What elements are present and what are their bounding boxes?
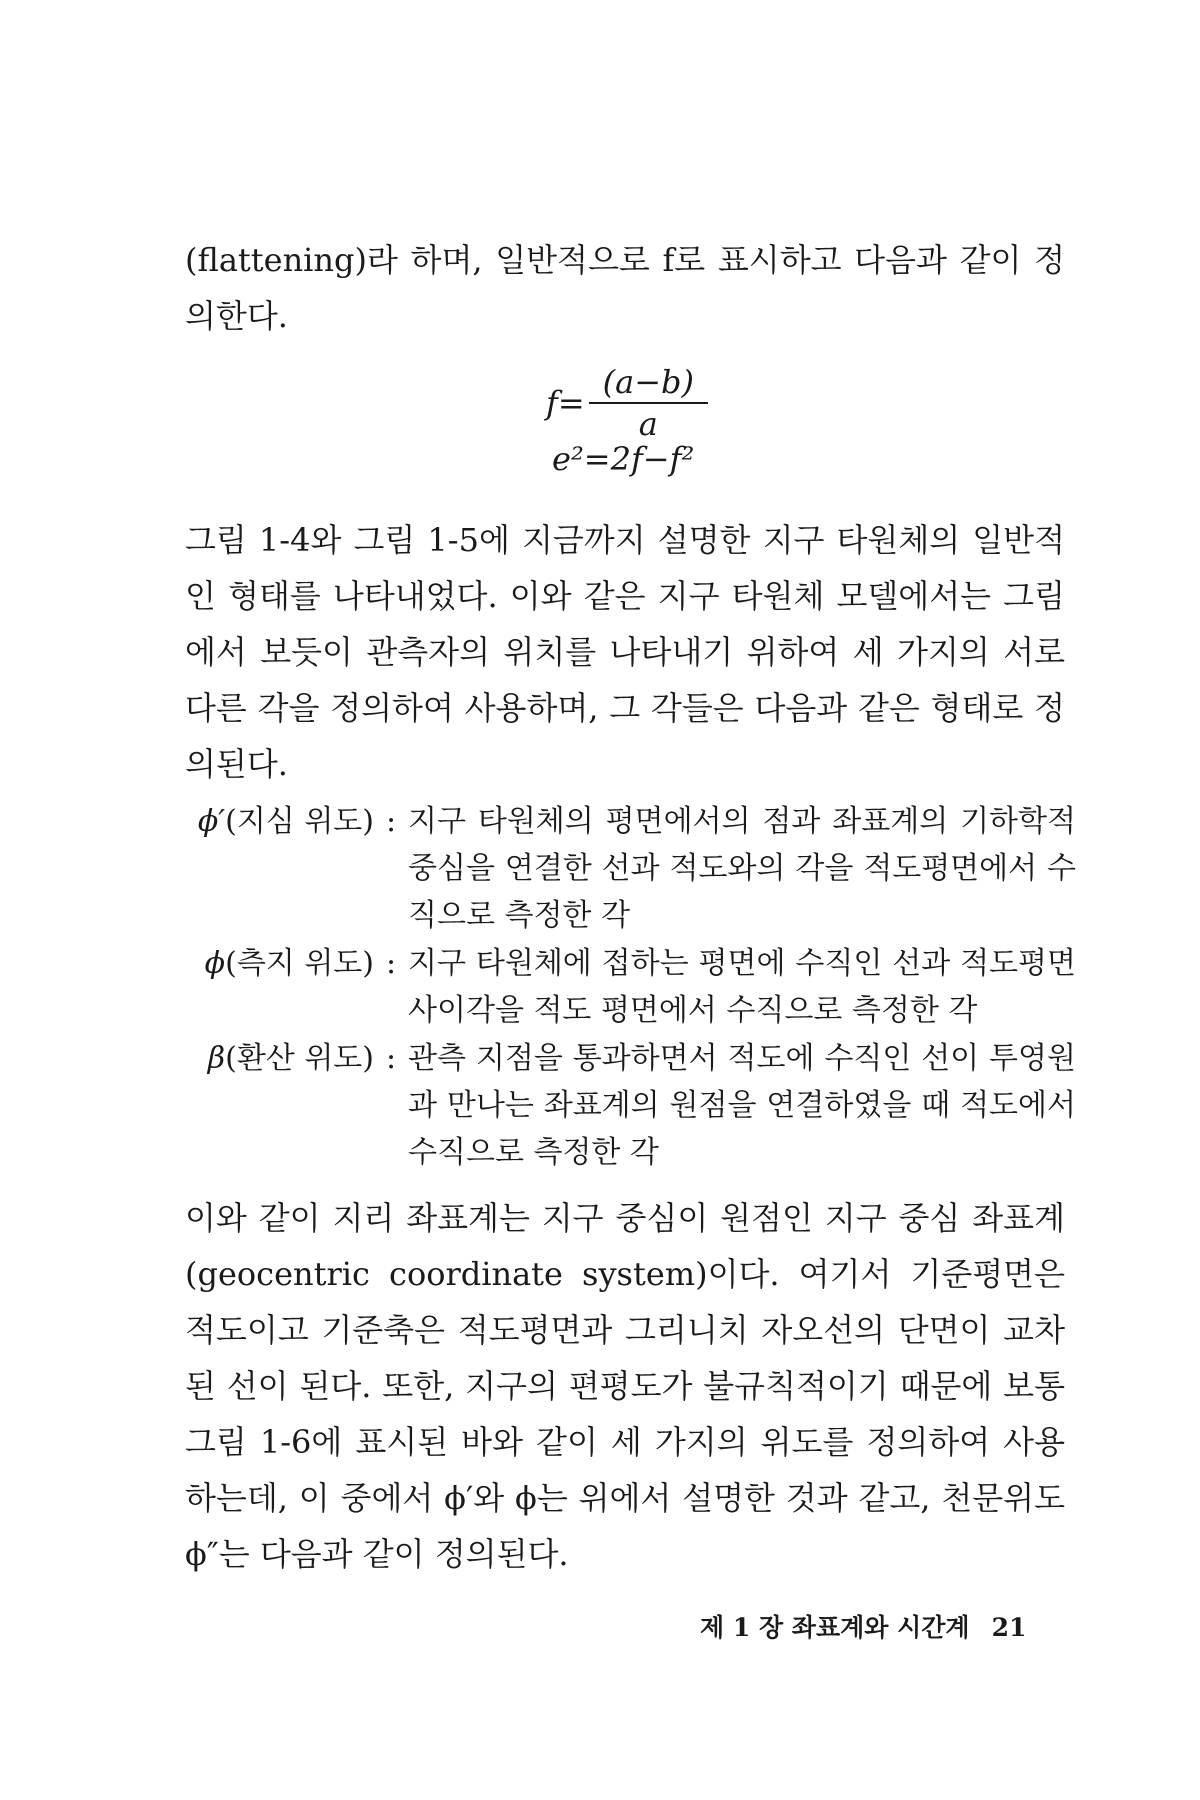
definition-description: 관측 지점을 통과하면서 적도에 수직인 선이 투영원과 만나는 좌표계의 원점을 연결하였을 때 적도에서 수직으로 측정한 각 xyxy=(408,1041,1076,1170)
latitude-definitions xyxy=(196,798,1076,1177)
fraction-denominator: a xyxy=(638,405,658,443)
definition-reduced-latitude xyxy=(196,1035,1076,1176)
paragraph-geographic-coordinates: 이와 같이 지리 좌표계는 지구 중심이 원점인 지구 중심 좌표계(geocentric coordinate system)이다. 여기서 기준평면은 적도이고 기준축은 적도평면과 그리니치 자오선의 단면이 교차된 선이 된다. 또한, 지구의 편평도가 불규칙적이기 때문에 보통 그림 1-6에 표시된 바와 같이 세 가지의 위도를 정의하여 사용하는데, 이 중에서 ϕ′와 ϕ는 위에서 설명한 것과 같고, 천문위도 ϕ″는 다음과 같이 정의된다. xyxy=(185,1199,1065,1573)
paragraph-flattening: (flattening)라 하며, 일반적으로 f로 표시하고 다음과 같이 정의한다. xyxy=(185,241,1065,335)
definition-colon: : xyxy=(385,804,397,839)
definition-symbol: ϕ′ xyxy=(197,804,226,839)
definition-term: β(환산 위도) xyxy=(207,1041,374,1076)
definition-term: ϕ′(지심 위도) xyxy=(197,804,374,839)
paragraph-ellipsoid: 그림 1-4와 그림 1-5에 지금까지 설명한 지구 타원체의 일반적인 형태를 나타내었다. 이와 같은 지구 타원체 모델에서는 그림에서 보듯이 관측자의 위치를 나타내기 위하여 세 가지의 서로 다른 각을 정의하여 사용하며, 그 각들은 다음과 같은 형태로 정의된다. xyxy=(185,521,1065,783)
definition-colon: : xyxy=(385,946,397,981)
definition-colon: : xyxy=(385,1041,397,1076)
definition-geodetic-latitude xyxy=(196,940,1076,1034)
equation-flattening xyxy=(546,362,708,444)
chapter-title: 제 1 장 좌표계와 시간계 xyxy=(700,1613,970,1642)
equation-lhs: f= xyxy=(546,384,585,422)
fraction-numerator: (a−b) xyxy=(589,362,708,404)
definition-term: ϕ(측지 위도) xyxy=(204,946,374,981)
definition-geocentric-latitude xyxy=(196,798,1076,939)
fraction xyxy=(589,362,708,444)
equation-eccentricity: e²=2f−f² xyxy=(552,440,695,478)
page-footer xyxy=(700,1608,1026,1644)
definition-description: 지구 타원체에 접하는 평면에 수직인 선과 적도평면 사이각을 적도 평면에서 수직으로 측정한 각 xyxy=(408,946,1076,1028)
page-number: 21 xyxy=(991,1613,1027,1642)
definition-symbol: ϕ xyxy=(204,946,226,981)
definition-description: 지구 타원체의 평면에서의 점과 좌표계의 기하학적 중심을 연결한 선과 적도와의 각을 적도평면에서 수직으로 측정한 각 xyxy=(408,804,1076,933)
definition-symbol: β xyxy=(207,1041,226,1076)
